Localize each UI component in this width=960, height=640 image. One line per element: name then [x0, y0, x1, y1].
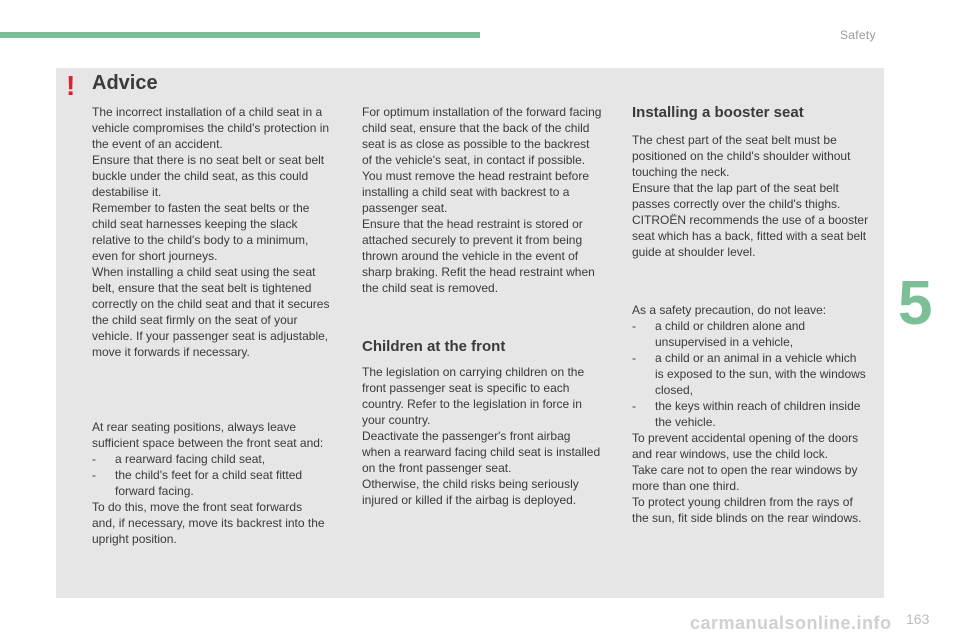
children-front-text	[362, 364, 624, 508]
booster-seat-heading: Installing a booster seat	[632, 104, 804, 121]
bullet-continuation: forward facing.	[115, 484, 194, 498]
text-line: correctly on the child seat and that it secures	[92, 297, 330, 311]
dash-marker: -	[632, 351, 636, 365]
text-line: of the vehicle's seat, in contact if possible.	[362, 153, 586, 167]
dash-marker: -	[632, 319, 636, 333]
text-line: sufficient space between the front seat and:	[92, 436, 324, 450]
dash-marker: -	[92, 452, 96, 466]
watermark: carmanualsonline.info	[690, 613, 892, 633]
bullet-continuation: the vehicle.	[655, 415, 716, 429]
bullet-line: - a child or children alone and	[632, 319, 806, 333]
text-line: positioned on the child's shoulder without	[632, 149, 851, 163]
text-line: To protect young children from the rays of	[632, 495, 853, 509]
text-line: attached securely to prevent it from being	[362, 233, 583, 247]
booster-seat-text	[632, 132, 882, 260]
text-line: Deactivate the passenger's front airbag	[362, 429, 571, 443]
bullet-continuation: unsupervised in a vehicle,	[655, 335, 794, 349]
text-line: guide at shoulder level.	[632, 245, 756, 259]
text-line: belt, ensure that the seat belt is tightened	[92, 281, 312, 295]
section-color-bar	[0, 32, 480, 38]
text-line: relative to the child's body to a minimum,	[92, 233, 309, 247]
text-line: and, if necessary, move its backrest into the	[92, 516, 325, 530]
text-line: child seat, ensure that the back of the child	[362, 121, 590, 135]
text-line: the sun, fit side blinds on the rear windows.	[632, 511, 862, 525]
text-line: To do this, move the front seat forwards	[92, 500, 303, 514]
text-line: passenger seat.	[362, 201, 448, 215]
bullet-line: - the keys within reach of children inside	[632, 399, 861, 413]
chapter-number: 5	[898, 269, 933, 338]
advice-col1-block2	[92, 419, 352, 547]
text-line: Remember to fasten the seat belts or the	[92, 201, 310, 215]
text-line: buckle under the child seat, as this could	[92, 169, 309, 183]
advice-col1-block1	[92, 104, 352, 360]
children-front-heading: Children at the front	[362, 338, 506, 355]
text-line: As a safety precaution, do not leave:	[632, 303, 827, 317]
text-line: The chest part of the seat belt must be	[632, 133, 837, 147]
precaution-text	[632, 302, 882, 526]
text-line: At rear seating positions, always leave	[92, 420, 297, 434]
text-line: upright position.	[92, 532, 177, 546]
text-line: child seat harnesses keeping the slack	[92, 217, 298, 231]
text-line: sharp braking. Refit the head restraint when	[362, 265, 595, 279]
text-line: For optimum installation of the forward facing	[362, 105, 602, 119]
text-line: injured or killed if the airbag is deployed.	[362, 493, 577, 507]
text-line: Take care not to open the rear windows by	[632, 463, 858, 477]
text-line: The incorrect installation of a child seat in a	[92, 105, 323, 119]
text-line: Ensure that the lap part of the seat belt	[632, 181, 839, 195]
text-line: front passenger seat is specific to each	[362, 381, 570, 395]
warning-exclamation-icon: !	[66, 70, 76, 101]
text-line: country. Refer to the legislation in force in	[362, 397, 582, 411]
text-line: seat which has a back, fitted with a seat belt	[632, 229, 867, 243]
bullet-line: - a rearward facing child seat,	[92, 452, 266, 466]
text-line: You must remove the head restraint before	[362, 169, 590, 183]
text-line: even for short journeys.	[92, 249, 218, 263]
section-label: Safety	[840, 28, 876, 42]
text-line: touching the neck.	[632, 165, 730, 179]
text-line: Ensure that there is no seat belt or seat belt	[92, 153, 325, 167]
text-line: vehicle compromises the child's protection in	[92, 121, 330, 135]
text-line: move it forwards if necessary.	[92, 345, 250, 359]
advice-title: Advice	[92, 72, 158, 94]
text-line: vehicle. If your passenger seat is adjustable,	[92, 329, 329, 343]
dash-marker: -	[632, 399, 636, 413]
page-number: 163	[906, 611, 930, 627]
text-line: your country.	[362, 413, 431, 427]
text-line: Otherwise, the child risks being seriously	[362, 477, 579, 491]
text-line: CITROËN recommends the use of a booster	[632, 213, 869, 227]
text-line: passes correctly over the child's thighs.	[632, 197, 841, 211]
text-line: when a rearward facing child seat is installed	[362, 445, 601, 459]
text-line: on the front passenger seat.	[362, 461, 512, 475]
dash-marker: -	[92, 468, 96, 482]
text-line: installing a child seat with backrest to a	[362, 185, 570, 199]
text-line: The legislation on carrying children on the	[362, 365, 585, 379]
text-line: the event of an accident.	[92, 137, 223, 151]
text-line: the child seat is removed.	[362, 281, 499, 295]
advice-col2-block1	[362, 104, 624, 296]
text-line: destabilise it.	[92, 185, 162, 199]
text-line: more than one third.	[632, 479, 740, 493]
text-line: thrown around the vehicle in the event of	[362, 249, 579, 263]
bullet-continuation: closed,	[655, 383, 694, 397]
bullet-line: - the child's feet for a child seat fitted	[92, 468, 303, 482]
bullet-line: - a child or an animal in a vehicle which	[632, 351, 857, 365]
text-line: To prevent accidental opening of the doors	[632, 431, 859, 445]
text-line: the child seat firmly on the seat of your	[92, 313, 298, 327]
text-line: seat is as close as possible to the backrest	[362, 137, 590, 151]
text-line: and rear windows, use the child lock.	[632, 447, 829, 461]
text-line: Ensure that the head restraint is stored or	[362, 217, 583, 231]
bullet-continuation: is exposed to the sun, with the windows	[655, 367, 866, 381]
text-line: When installing a child seat using the seat	[92, 265, 316, 279]
